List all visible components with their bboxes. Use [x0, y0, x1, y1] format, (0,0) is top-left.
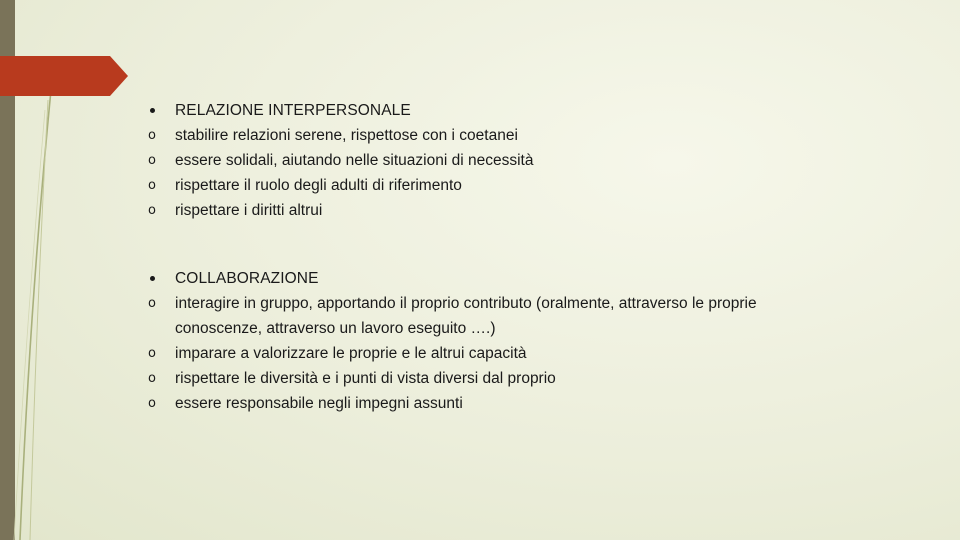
list-item	[148, 391, 838, 416]
hollow-circle-bullet-icon: o	[148, 346, 156, 361]
accent-tab	[0, 56, 128, 96]
list-item	[148, 341, 838, 366]
list-item-text: interagire in gruppo, apportando il proprio contributo (oralmente, attraverso le proprie conoscenze, attraverso un lavoro eseguito ….)	[175, 295, 757, 337]
list-item-text: rispettare il ruolo degli adulti di riferimento	[175, 177, 462, 194]
section-heading-row	[148, 98, 838, 123]
list-item	[148, 148, 838, 173]
list-item-text: rispettare i diritti altrui	[175, 202, 323, 219]
hollow-circle-bullet-icon: o	[148, 203, 156, 218]
list-item-text: essere responsabile negli impegni assunti	[175, 395, 463, 412]
section-heading: RELAZIONE INTERPERSONALE	[175, 102, 411, 119]
list-item	[148, 198, 838, 223]
section-relazione-interpersonale	[148, 98, 838, 223]
list-item-text: imparare a valorizzare le proprie e le altrui capacità	[175, 345, 527, 362]
hollow-circle-bullet-icon: o	[148, 371, 156, 386]
section-heading-row	[148, 266, 838, 291]
filled-dot-bullet-icon	[148, 266, 175, 291]
list-item-text: rispettare le diversità e i punti di vista diversi dal proprio	[175, 370, 556, 387]
hollow-circle-bullet-icon: o	[148, 178, 156, 193]
list-item	[148, 123, 838, 148]
list-item	[148, 173, 838, 198]
slide-body	[148, 98, 838, 416]
hollow-circle-bullet-icon: o	[148, 128, 156, 143]
hollow-circle-bullet-icon: o	[148, 296, 156, 311]
section-heading: COLLABORAZIONE	[175, 270, 319, 287]
list-item-text: essere solidali, aiutando nelle situazioni di necessità	[175, 152, 534, 169]
list-item	[148, 366, 838, 391]
list-item	[148, 291, 838, 341]
section-collaborazione	[148, 266, 838, 416]
list-item-text: stabilire relazioni serene, rispettose con i coetanei	[175, 127, 518, 144]
hollow-circle-bullet-icon: o	[148, 396, 156, 411]
filled-dot-bullet-icon	[148, 98, 175, 123]
hollow-circle-bullet-icon: o	[148, 153, 156, 168]
